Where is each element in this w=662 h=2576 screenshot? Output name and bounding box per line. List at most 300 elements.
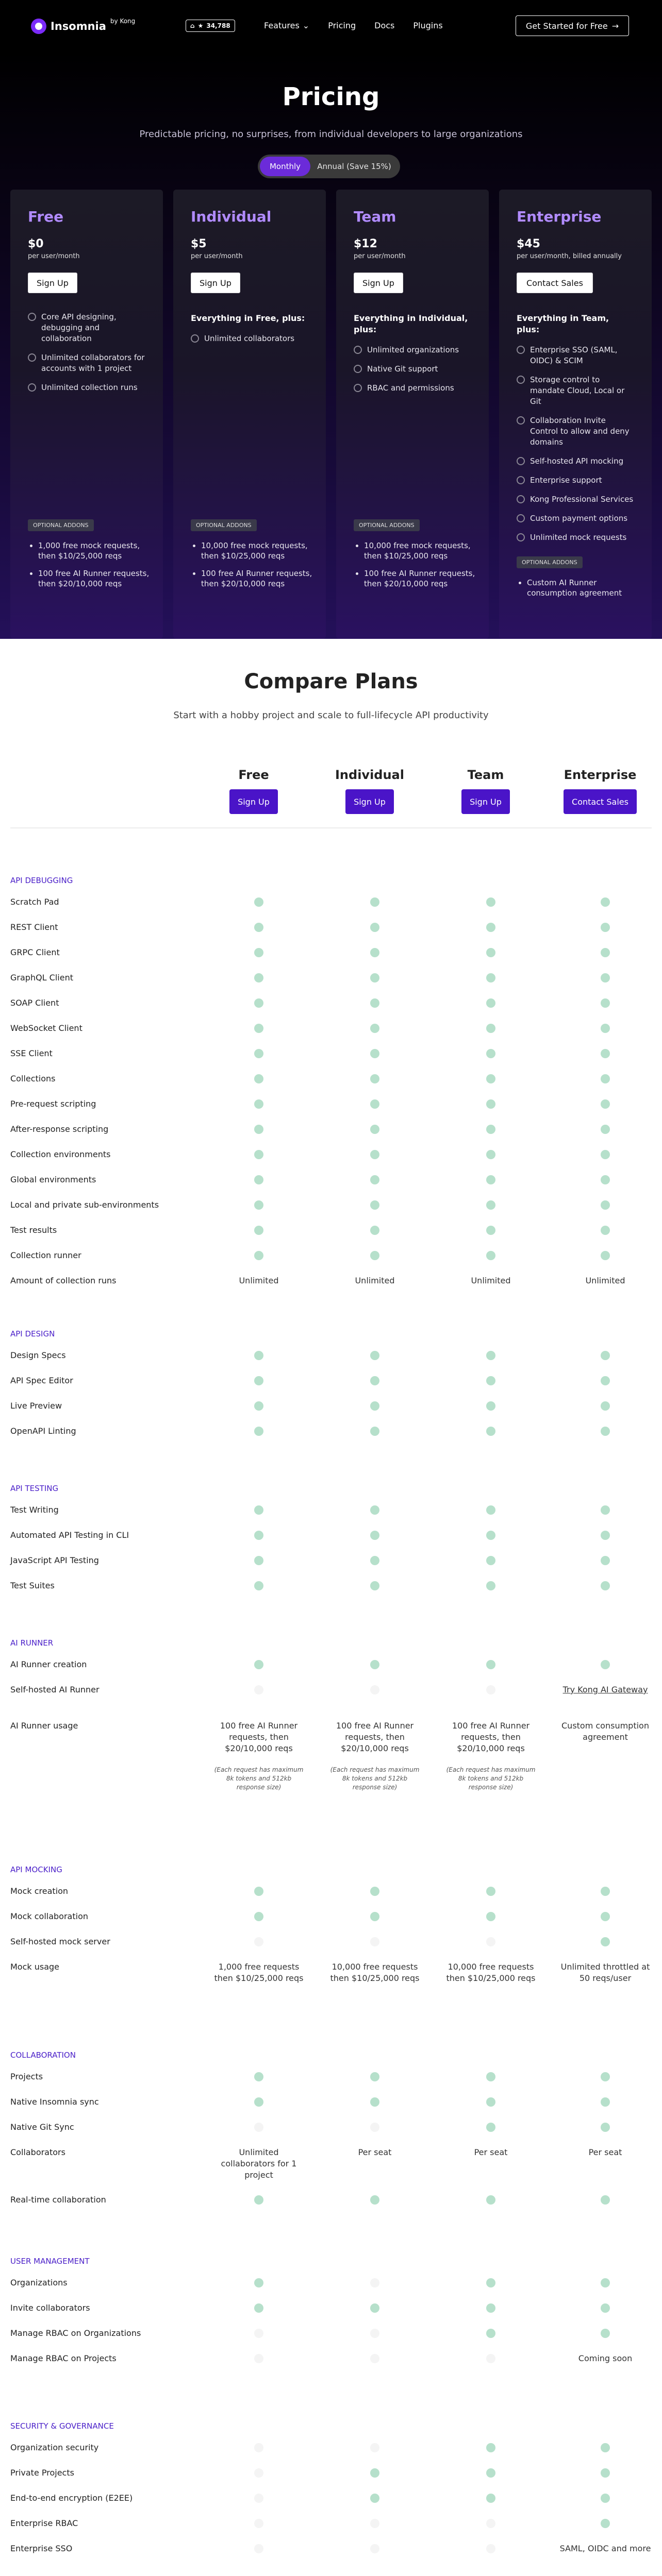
cell-included bbox=[444, 1199, 537, 1213]
compare-title: Compare Plans bbox=[244, 670, 418, 693]
toggle-monthly[interactable]: Monthly bbox=[260, 157, 310, 176]
plan-features bbox=[191, 333, 308, 344]
check-dot-icon bbox=[486, 1024, 495, 1033]
check-dot-icon bbox=[254, 923, 263, 932]
check-circle-icon bbox=[517, 346, 525, 354]
plan-card-button[interactable]: Sign Up bbox=[354, 273, 403, 293]
cell-not-included bbox=[328, 2328, 421, 2341]
check-circle-icon bbox=[517, 376, 525, 384]
table-row bbox=[10, 972, 652, 997]
feature-text: Unlimited mock requests bbox=[530, 533, 627, 542]
cell-included bbox=[212, 1350, 305, 1363]
cell-included bbox=[212, 1504, 305, 1518]
list-item bbox=[28, 352, 145, 374]
check-dot-icon bbox=[370, 1887, 379, 1896]
cell-included bbox=[559, 2442, 652, 2455]
empty-dot-icon bbox=[370, 2544, 379, 2553]
row-label: Organization security bbox=[10, 2443, 99, 2452]
signup-button-free[interactable]: Sign Up bbox=[229, 789, 278, 814]
check-dot-icon bbox=[486, 1351, 495, 1360]
addon-list bbox=[354, 540, 475, 589]
plan-head-name: Free bbox=[238, 768, 269, 782]
check-dot-icon bbox=[601, 1074, 610, 1083]
cell-included bbox=[212, 1048, 305, 1061]
check-dot-icon bbox=[254, 1887, 263, 1896]
row-label: SOAP Client bbox=[10, 998, 59, 1008]
cell-included bbox=[328, 972, 421, 986]
cell-included bbox=[212, 947, 305, 960]
list-item bbox=[517, 513, 634, 524]
list-item: • Custom AI Runner consumption agreement bbox=[527, 578, 638, 598]
check-dot-icon bbox=[601, 2303, 610, 2313]
check-dot-icon bbox=[486, 1531, 495, 1540]
cell-included bbox=[328, 1124, 421, 1137]
check-dot-icon bbox=[601, 1226, 610, 1235]
cell-included bbox=[328, 1073, 421, 1087]
cell-included bbox=[212, 1073, 305, 1087]
check-dot-icon bbox=[486, 998, 495, 1008]
check-dot-icon bbox=[370, 1660, 379, 1669]
cell-text: Per seat bbox=[358, 2147, 392, 2157]
cell-included bbox=[328, 1350, 421, 1363]
row-label: GraphQL Client bbox=[10, 973, 73, 982]
check-dot-icon bbox=[486, 1401, 495, 1411]
cell-included bbox=[559, 1048, 652, 1061]
cell-included bbox=[444, 896, 537, 910]
row-label: Private Projects bbox=[10, 2468, 74, 2478]
cell-included bbox=[212, 1250, 305, 1263]
row-label: Native Git Sync bbox=[10, 2122, 74, 2132]
empty-dot-icon bbox=[370, 2354, 379, 2363]
check-dot-icon bbox=[370, 1024, 379, 1033]
empty-dot-icon bbox=[486, 1937, 495, 1946]
section-title: SECURITY & GOVERNANCE bbox=[10, 2421, 114, 2431]
table-row bbox=[10, 1174, 652, 1199]
check-dot-icon bbox=[370, 1099, 379, 1109]
compare-section bbox=[10, 1329, 652, 1451]
plan-card-button[interactable]: Sign Up bbox=[28, 273, 77, 293]
cell-included bbox=[444, 2122, 537, 2135]
plan-head-team bbox=[444, 768, 527, 814]
table-row bbox=[10, 2302, 652, 2328]
list-item: • 100 free AI Runner requests, then $20/10,000 reqs bbox=[201, 568, 312, 589]
compare-section bbox=[10, 2050, 652, 2219]
cell-included bbox=[444, 1350, 537, 1363]
cell-included bbox=[212, 2277, 305, 2291]
cell-link[interactable]: Try Kong AI Gateway bbox=[562, 1685, 648, 1694]
cell-text: Unlimited bbox=[585, 1276, 625, 1285]
cell-note: (Each request has maximum 8k tokens and 512kb response size) bbox=[446, 1766, 536, 1791]
plan-price: $12 bbox=[354, 238, 377, 250]
row-label: Collection environments bbox=[10, 1149, 111, 1159]
check-dot-icon bbox=[370, 1251, 379, 1260]
check-dot-icon bbox=[601, 1099, 610, 1109]
cell-included bbox=[559, 1659, 652, 1672]
check-dot-icon bbox=[254, 2072, 263, 2081]
cell-included bbox=[212, 922, 305, 935]
row-label: AI Runner creation bbox=[10, 1659, 87, 1669]
table-row bbox=[10, 2518, 652, 2543]
cell-included bbox=[559, 1023, 652, 1036]
cell-included bbox=[444, 2096, 537, 2110]
addon-list bbox=[191, 540, 312, 589]
check-circle-icon bbox=[28, 313, 36, 321]
check-dot-icon bbox=[370, 1175, 379, 1184]
check-dot-icon bbox=[254, 1660, 263, 1669]
cell-value bbox=[212, 1275, 305, 1286]
row-label: Self-hosted mock server bbox=[10, 1937, 110, 1946]
cell-text: Unlimited collaborators for 1 project bbox=[221, 2147, 297, 2180]
cell-included bbox=[559, 896, 652, 910]
cell-included bbox=[559, 997, 652, 1011]
empty-dot-icon bbox=[486, 1685, 495, 1694]
plan-card-team bbox=[336, 190, 489, 639]
cell-value bbox=[212, 2147, 305, 2181]
cell-value bbox=[328, 2147, 421, 2158]
cell-included bbox=[559, 1350, 652, 1363]
cell-included bbox=[444, 1250, 537, 1263]
list-item: • 100 free AI Runner requests, then $20/10,000 reqs bbox=[38, 568, 150, 589]
empty-dot-icon bbox=[370, 2519, 379, 2528]
nav-plugins[interactable] bbox=[413, 21, 442, 30]
cell-included bbox=[559, 2467, 652, 2481]
list-item bbox=[28, 382, 145, 393]
check-dot-icon bbox=[486, 2195, 495, 2205]
cell-included bbox=[328, 947, 421, 960]
check-dot-icon bbox=[601, 2443, 610, 2452]
cell-value bbox=[444, 2147, 537, 2158]
cell-included bbox=[444, 1555, 537, 1568]
empty-dot-icon bbox=[370, 1685, 379, 1694]
cell-not-included bbox=[212, 2328, 305, 2341]
check-dot-icon bbox=[370, 1150, 379, 1159]
plan-period: per user/month bbox=[354, 252, 406, 260]
table-row bbox=[10, 2194, 652, 2219]
cell-included bbox=[559, 1580, 652, 1594]
logo[interactable] bbox=[31, 19, 135, 34]
row-label: Invite collaborators bbox=[10, 2303, 90, 2313]
cell-included bbox=[328, 1659, 421, 1672]
list-item bbox=[517, 494, 634, 505]
cell-included bbox=[444, 947, 537, 960]
list-item: • 10,000 free mock requests, then $10/25,000 reqs bbox=[201, 540, 312, 561]
list-item bbox=[354, 345, 471, 355]
check-dot-icon bbox=[601, 1887, 610, 1896]
cell-value bbox=[328, 1275, 421, 1286]
cell-included bbox=[559, 2096, 652, 2110]
cell-included bbox=[328, 1225, 421, 1238]
cell-included bbox=[559, 1375, 652, 1388]
list-item: • 100 free AI Runner requests, then $20/10,000 reqs bbox=[364, 568, 475, 589]
addons-badge: OPTIONAL ADDONS bbox=[517, 556, 583, 568]
cell-included bbox=[559, 1225, 652, 1238]
row-label: GRPC Client bbox=[10, 947, 60, 957]
check-dot-icon bbox=[601, 2519, 610, 2528]
table-row bbox=[10, 1886, 652, 1911]
table-row bbox=[10, 1530, 652, 1555]
cell-included bbox=[559, 1124, 652, 1137]
cell-included bbox=[559, 2493, 652, 2506]
plan-features bbox=[354, 345, 471, 394]
list-item bbox=[517, 475, 634, 486]
cell-not-included bbox=[328, 1936, 421, 1950]
cell-included bbox=[328, 1174, 421, 1188]
check-dot-icon bbox=[254, 1556, 263, 1565]
check-circle-icon bbox=[28, 383, 36, 392]
row-label: Amount of collection runs bbox=[10, 1276, 117, 1285]
page-title: Pricing bbox=[282, 82, 380, 111]
check-dot-icon bbox=[254, 1251, 263, 1260]
cell-included bbox=[328, 1400, 421, 1414]
check-dot-icon bbox=[601, 1937, 610, 1946]
nav-docs[interactable] bbox=[374, 21, 394, 30]
check-dot-icon bbox=[601, 1912, 610, 1921]
check-dot-icon bbox=[254, 1351, 263, 1360]
empty-dot-icon bbox=[370, 2278, 379, 2287]
check-dot-icon bbox=[254, 1531, 263, 1540]
table-row bbox=[10, 1911, 652, 1936]
check-circle-icon bbox=[354, 384, 362, 392]
divider bbox=[10, 827, 652, 828]
signup-button-individual[interactable]: Sign Up bbox=[345, 789, 394, 814]
cell-included bbox=[328, 1023, 421, 1036]
cell-included bbox=[212, 1426, 305, 1439]
plan-name: Individual bbox=[191, 208, 272, 225]
check-circle-icon bbox=[517, 457, 525, 465]
plan-card-button[interactable]: Contact Sales bbox=[517, 273, 593, 293]
check-dot-icon bbox=[601, 998, 610, 1008]
cell-included bbox=[328, 2302, 421, 2316]
cell-included bbox=[444, 1504, 537, 1518]
nav-pricing[interactable] bbox=[328, 21, 356, 30]
check-dot-icon bbox=[254, 948, 263, 957]
cell-value bbox=[444, 1720, 537, 1792]
cell-included bbox=[212, 1124, 305, 1137]
cell-not-included bbox=[328, 2122, 421, 2135]
nav-pricing-label: Pricing bbox=[328, 21, 356, 30]
cell-not-included bbox=[212, 2543, 305, 2556]
check-dot-icon bbox=[486, 1125, 495, 1134]
cell-value bbox=[328, 1961, 421, 1984]
check-dot-icon bbox=[370, 2072, 379, 2081]
table-row bbox=[10, 1048, 652, 1073]
table-row bbox=[10, 1684, 652, 1720]
empty-dot-icon bbox=[254, 2329, 263, 2338]
cell-included bbox=[212, 1199, 305, 1213]
check-dot-icon bbox=[486, 2303, 495, 2313]
check-dot-icon bbox=[254, 2303, 263, 2313]
check-dot-icon bbox=[370, 2468, 379, 2478]
row-label: Mock creation bbox=[10, 1886, 69, 1896]
table-row bbox=[10, 2328, 652, 2353]
cell-included bbox=[212, 1530, 305, 1543]
cell-text: 10,000 free requests then $10/25,000 reqs bbox=[446, 1962, 536, 1983]
compare-section bbox=[10, 2421, 652, 2576]
row-label: Manage RBAC on Organizations bbox=[10, 2328, 141, 2338]
toggle-annual[interactable]: Annual (Save 15%) bbox=[317, 162, 391, 171]
addons-badge: OPTIONAL ADDONS bbox=[28, 519, 94, 531]
check-dot-icon bbox=[370, 1556, 379, 1565]
cell-not-included bbox=[212, 2467, 305, 2481]
table-row bbox=[10, 896, 652, 922]
check-dot-icon bbox=[601, 897, 610, 907]
table-row bbox=[10, 1149, 652, 1174]
nav-features[interactable] bbox=[264, 21, 309, 30]
cell-included bbox=[212, 1098, 305, 1112]
table-row bbox=[10, 1720, 652, 1808]
row-label: Collections bbox=[10, 1074, 56, 1083]
plan-lead: Everything in Individual, plus: bbox=[354, 313, 468, 334]
table-row bbox=[10, 1400, 652, 1426]
check-dot-icon bbox=[486, 923, 495, 932]
cell-included bbox=[559, 1400, 652, 1414]
table-row bbox=[10, 1555, 652, 1580]
check-dot-icon bbox=[254, 1401, 263, 1411]
plan-card-free bbox=[10, 190, 163, 639]
plan-period: per user/month bbox=[28, 252, 80, 260]
plan-name: Enterprise bbox=[517, 208, 602, 225]
signup-button-team[interactable]: Sign Up bbox=[461, 789, 510, 814]
cell-included bbox=[559, 1199, 652, 1213]
cell-included bbox=[212, 2096, 305, 2110]
check-dot-icon bbox=[486, 1887, 495, 1896]
pricing-hero bbox=[0, 52, 662, 639]
check-circle-icon bbox=[517, 533, 525, 541]
empty-dot-icon bbox=[370, 2329, 379, 2338]
row-label: Local and private sub-environments bbox=[10, 1200, 159, 1210]
row-label: WebSocket Client bbox=[10, 1023, 82, 1033]
check-dot-icon bbox=[370, 1200, 379, 1210]
cell-not-included bbox=[328, 2277, 421, 2291]
cell-included bbox=[559, 1504, 652, 1518]
cell-included bbox=[328, 1426, 421, 1439]
plan-card-button[interactable]: Sign Up bbox=[191, 273, 240, 293]
brand-name: Insomnia bbox=[51, 20, 106, 32]
github-stars-badge[interactable] bbox=[186, 20, 235, 32]
check-dot-icon bbox=[254, 897, 263, 907]
section-title: USER MANAGEMENT bbox=[10, 2257, 90, 2266]
get-started-button[interactable] bbox=[516, 15, 629, 36]
cell-not-included bbox=[444, 2543, 537, 2556]
empty-dot-icon bbox=[254, 2443, 263, 2452]
cell-included bbox=[444, 972, 537, 986]
cell-value bbox=[559, 2353, 652, 2364]
cell-note: (Each request has maximum 8k tokens and 512kb response size) bbox=[330, 1766, 420, 1791]
check-dot-icon bbox=[486, 1175, 495, 1184]
row-label: Automated API Testing in CLI bbox=[10, 1530, 129, 1540]
check-dot-icon bbox=[370, 973, 379, 982]
cell-included bbox=[444, 1098, 537, 1112]
cell-included bbox=[328, 1504, 421, 1518]
list-item bbox=[517, 532, 634, 543]
check-dot-icon bbox=[486, 897, 495, 907]
list-item bbox=[191, 333, 308, 344]
table-row bbox=[10, 1961, 652, 2009]
section-title: AI RUNNER bbox=[10, 1638, 54, 1648]
cell-included bbox=[559, 1174, 652, 1188]
cell-included bbox=[328, 896, 421, 910]
check-dot-icon bbox=[486, 2443, 495, 2452]
cell-included bbox=[444, 1048, 537, 1061]
github-icon: ⌂ bbox=[190, 22, 195, 29]
plan-name: Free bbox=[28, 208, 64, 225]
row-label: REST Client bbox=[10, 922, 58, 932]
check-dot-icon bbox=[486, 948, 495, 957]
row-label: Organizations bbox=[10, 2278, 68, 2287]
contact-sales-button[interactable]: Contact Sales bbox=[564, 789, 637, 814]
check-dot-icon bbox=[370, 2303, 379, 2313]
feature-text: Storage control to mandate Cloud, Local or Git bbox=[530, 375, 625, 406]
check-dot-icon bbox=[601, 1200, 610, 1210]
empty-dot-icon bbox=[486, 2544, 495, 2553]
optional-addons bbox=[517, 556, 638, 605]
cell-value bbox=[444, 1275, 537, 1286]
check-dot-icon bbox=[254, 1427, 263, 1436]
check-dot-icon bbox=[370, 1351, 379, 1360]
plan-period: per user/month bbox=[191, 252, 243, 260]
cell-included bbox=[328, 1199, 421, 1213]
empty-dot-icon bbox=[254, 2494, 263, 2503]
row-label: Enterprise SSO bbox=[10, 2544, 73, 2553]
table-row bbox=[10, 1350, 652, 1375]
row-label: Global environments bbox=[10, 1175, 96, 1184]
optional-addons bbox=[191, 519, 312, 596]
row-label: AI Runner usage bbox=[10, 1721, 78, 1731]
row-label: JavaScript API Testing bbox=[10, 1555, 99, 1565]
billing-toggle bbox=[258, 155, 400, 178]
cell-included bbox=[559, 2328, 652, 2341]
cell-value bbox=[559, 2543, 652, 2554]
check-dot-icon bbox=[486, 1049, 495, 1058]
check-dot-icon bbox=[601, 1660, 610, 1669]
nav-plugins-label: Plugins bbox=[413, 21, 443, 30]
check-dot-icon bbox=[601, 1150, 610, 1159]
plan-head-enterprise bbox=[559, 768, 641, 814]
check-dot-icon bbox=[486, 1376, 495, 1385]
cell-value bbox=[328, 1720, 421, 1792]
row-label: Real-time collaboration bbox=[10, 2195, 106, 2205]
cell-included bbox=[212, 2302, 305, 2316]
check-dot-icon bbox=[370, 1226, 379, 1235]
cell-included bbox=[444, 1580, 537, 1594]
plan-head-name: Enterprise bbox=[564, 768, 637, 782]
list-item bbox=[354, 364, 471, 375]
optional-addons bbox=[28, 519, 150, 596]
cell-text: 1,000 free requests then $10/25,000 reqs bbox=[214, 1962, 304, 1983]
empty-dot-icon bbox=[486, 2354, 495, 2363]
cell-included bbox=[559, 947, 652, 960]
list-item: • 10,000 free mock requests, then $10/25,000 reqs bbox=[364, 540, 475, 561]
row-label: Manage RBAC on Projects bbox=[10, 2353, 117, 2363]
cell-included bbox=[328, 2096, 421, 2110]
check-dot-icon bbox=[601, 1251, 610, 1260]
cell-included bbox=[559, 1936, 652, 1950]
cell-not-included bbox=[328, 2442, 421, 2455]
check-dot-icon bbox=[254, 2278, 263, 2287]
check-dot-icon bbox=[370, 1912, 379, 1921]
plan-head-individual bbox=[328, 768, 411, 814]
check-dot-icon bbox=[254, 1024, 263, 1033]
cell-text: 100 free AI Runner requests, then $20/10,000 reqs bbox=[336, 1721, 414, 1753]
table-row bbox=[10, 1504, 652, 1530]
check-circle-icon bbox=[28, 353, 36, 362]
check-circle-icon bbox=[191, 334, 199, 343]
compare-section bbox=[10, 1638, 652, 1808]
check-dot-icon bbox=[601, 1556, 610, 1565]
feature-text: Unlimited organizations bbox=[367, 345, 459, 354]
table-row bbox=[10, 2467, 652, 2493]
cell-included bbox=[559, 1555, 652, 1568]
